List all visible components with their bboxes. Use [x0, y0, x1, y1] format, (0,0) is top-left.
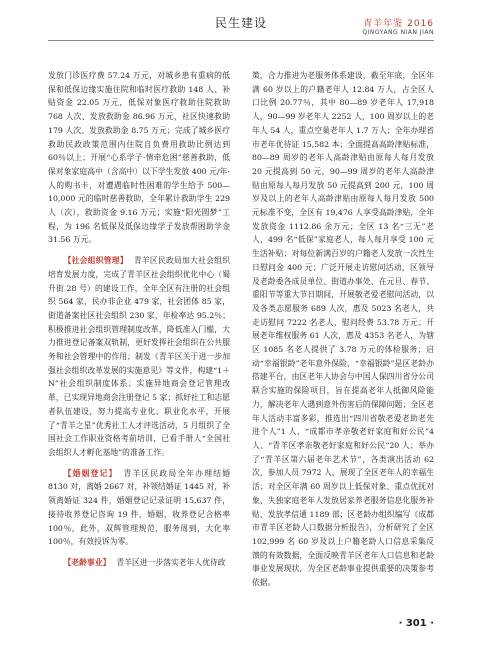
elderly-heading: 【老龄事业】 [63, 557, 111, 567]
page-number: · 301 · [398, 618, 434, 629]
header-rule [48, 40, 434, 41]
social-org-heading: 【社会组织管理】 [63, 256, 128, 266]
section-title: 民生建设 [214, 16, 267, 30]
marriage-heading: 【婚姻登记】 [63, 468, 118, 478]
book-name: 青羊年鉴 2016 [363, 19, 434, 29]
marriage-paragraph [48, 467, 230, 549]
page-header [48, 8, 434, 54]
marriage-text: 青羊区民政局全年办理结婚 8130 对，离婚 2667 对，补领结婚证 1445 对，补领离婚证 324 件，婚姻登记记录证明 15,637 件，接待收养登记咨询 19 件，婚姻、收养登记合格率 100％，此外，双辉管理规范，服务周到，大化率 100％，有效投诉为零。 [48, 468, 231, 547]
left-column [48, 69, 230, 570]
elderly-text: 青羊区进一步落实老年人优待政 [116, 557, 226, 567]
social-org-paragraph [48, 254, 230, 460]
social-org-text: 青羊区民政局加大社会组织培育发展力度，完成了青羊区社会组织优化中心（蜀升街 28 号）的建设工作，全年全区有注册的社会组织 564 家，民办非企业 479 家，社会团体 85 家，街道备案社区社会组织 230 家，年检率达 95.2％；积极推进社会组织管理制度改革，降低准入门槛，大力推进登记备案双轨制，更好发挥社会组织在公共服务和社会管理中的作用；制发《青羊区关于进一步加强社会组织改革发展的实施意见》等文件，构建“1＋N”社会组织制度体系；实施异地商会登记管理改革，已实现异地商会注册登记 5 家；抓好社工和志愿者队伍建设，努力提高专业化、职业化水平，开展了“青羊之星”优秀社工人才评选活动，5 月组织了全国社会工作职业资格考前培训，已看手册人“全国社会组织人才孵化基地”的准备工作。 [48, 256, 231, 457]
elderly-paragraph [48, 556, 230, 570]
medical-aid-paragraph: 发放门诊医疗费 57.24 万元，对城乡患有重病的低保和低保边缘实施住院和临时医疗救助 148 人、补贴资金 22.05 万元，低保对象医疗救助住院救助 768 人次、发放救助金 86.96 万元，社区快速救助 179 人次、发放救助金 8.75 万元；完成了城乡医疗救助民政政策范围内住院自负费用救助比例达到 60％以上；开展“心系学子·情牵危困”慈善救助，低保对象家庭高中（含高中）以下学生发放 400 元/年·人的购书卡，对遭遇临时性困难的学生给予 500—10,000 元的临时慈善救助，全年累计救助学生 229 人（次），救助资金 9.16 万元；实施“阳光圆梦”工程，为 196 名低保及低保边缘学子发放帮困助学金 31.56 万元。 [48, 71, 230, 245]
elderly-continued-paragraph: 策，合力推进为老服务体系建设，截至年底，全区年满 60 岁以上的户籍老年人 12.84 万人，占全区人口比例 20.77％，其中 80—89 岁老年人 17,918 人，90—99 岁老年人 2252 人，100 周岁以上的老年人 54 人，重点空巢老年人 1.7 万人；全年办理省市老年优待证 15,582 本；全面提高高龄津贴标准，80—89 周岁的老年人高龄津贴由原每人每月发放 20 元提高到 50 元，90—99 周岁的老年人高龄津贴由原每人每月发放 50 元提高到 200 元，100 周岁及以上的老年人高龄津贴由原每人每月发放 500 元标准不变，全区有 19,476 人享受高龄津贴，全年发放资金 1112.86 余万元；全区 13 名“三无”老人，499 名“低保”家庭老人，每人每月享受 100 元生活补贴；对每位新满百岁的户籍老人发放一次性生日慰问金 400 元；广泛开展走访慰问活动，区领导及老龄委各成员单位、街道办事处、在元旦、春节、重阳节等重大节日期间，开展敬老爱老慰问活动，以及各类志愿服务 689 人次，惠及 5023 名老人，共走访慰问 7222 名老人，慰问经费 53.78 万元；开展老年维权服务 61 人次，惠及 4353 名老人，为辖区 1085 名老人提供了 3.78 万元的体检服务；启动“幸福银龄”老年意外保险，“幸福银龄”是区老龄办搭建平台，由区老年人协会与中国人保四川省分公司联合实施的保险项目，旨在提高老年人抵御风险能力，解决老年人遇到意外伤害后的保障问题；全区老年人活动丰富多彩，推选出“四川省敬老爱老助老先进个人”1 人、“成都市孝亲敬老好家庭和好公民”4 人、“青羊区孝亲敬老好家庭和好公民”20 人；举办了“青羊区第六届老年艺术节”，各类演出活动 62 次，参加人员 7972 人，展现了全区老年人的幸福生活；对全区年满 60 周岁以上低保对象、重点优抚对象、失独家庭老年人发放居家养老服务信息化服务补贴，发放孝信通 1189 部；区老龄办组织编写《成都市青羊区老龄人口数据分析报告》，分析研究了全区 102,999 名 60 岁及以上户籍老龄人口信息采集反馈的有效数据，全面反映青羊区老年人口信息和老龄事业发展现状，为全区老龄事业提供重要的决策参考依据。 [252, 71, 434, 588]
right-column [252, 69, 434, 590]
book-pinyin: QINGYANG NIAN JIAN [362, 29, 434, 36]
